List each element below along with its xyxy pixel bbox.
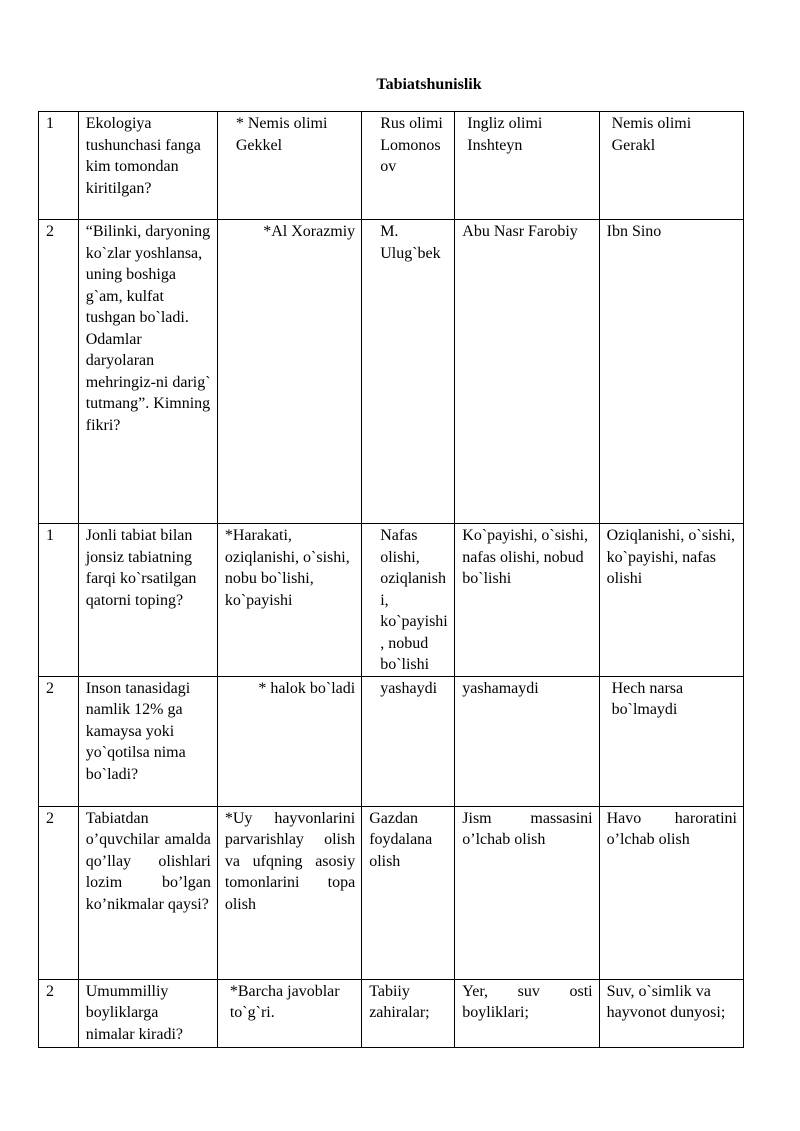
answer-a: * Nemis olimi Gekkel xyxy=(217,112,361,220)
question-text: “Bilinki, daryoning ko`zlar yoshlansa, uning boshiga g`am, kulfat tushgan bo`ladi. Odamlar daryolaran mehringiz-ni darig` tutmang”. Kimning fikri? xyxy=(78,220,217,524)
answer-d: Havo haroratini o’lchab olish xyxy=(599,806,743,979)
answer-b: yashaydi xyxy=(362,676,455,806)
answer-b: Gazdan foydalana olish xyxy=(362,806,455,979)
answer-a: *Al Xorazmiy xyxy=(217,220,361,524)
answer-a: * halok bo`ladi xyxy=(217,676,361,806)
answer-a: *Uy hayvonlarini parvarishlay olish va ufqning asosiy tomonlarini topa olish xyxy=(217,806,361,979)
question-number: 2 xyxy=(39,220,79,524)
answer-d: Ibn Sino xyxy=(599,220,743,524)
answer-d: Oziqlanishi, o`sishi, ko`payishi, nafas olishi xyxy=(599,524,743,677)
table-row xyxy=(39,524,744,677)
answer-b: Rus olimi Lomonosov xyxy=(362,112,455,220)
answer-d: Nemis olimi Gerakl xyxy=(599,112,743,220)
document-title: Tabiatshunislik xyxy=(376,76,482,93)
answer-b: Tabiiy zahiralar; xyxy=(362,979,455,1047)
answer-b: M. Ulug`bek xyxy=(362,220,455,524)
question-text: Tabiatdan o’quvchilar amalda qo’llay olishlari lozim bo’lgan ko’nikmalar qaysi? xyxy=(78,806,217,979)
quiz-table xyxy=(38,111,744,1048)
table-row xyxy=(39,979,744,1047)
table-row xyxy=(39,806,744,979)
question-number: 2 xyxy=(39,806,79,979)
question-text: Jonli tabiat bilan jonsiz tabiatning farqi ko`rsatilgan qatorni toping? xyxy=(78,524,217,677)
answer-c: Abu Nasr Farobiy xyxy=(455,220,599,524)
answer-c: Ingliz olimi Inshteyn xyxy=(455,112,599,220)
answer-b: Nafas olishi, oziqlanishi, ko`payishi, nobud bo`lishi xyxy=(362,524,455,677)
answer-d: Hech narsa bo`lmaydi xyxy=(599,676,743,806)
question-number: 1 xyxy=(39,112,79,220)
question-number: 2 xyxy=(39,676,79,806)
table-row xyxy=(39,112,744,220)
question-number: 1 xyxy=(39,524,79,677)
answer-c: Ko`payishi, o`sishi, nafas olishi, nobud bo`lishi xyxy=(455,524,599,677)
question-text: Umummilliy boyliklarga nimalar kiradi? xyxy=(78,979,217,1047)
answer-c: yashamaydi xyxy=(455,676,599,806)
answer-c: Jism massasini o’lchab olish xyxy=(455,806,599,979)
table-row xyxy=(39,676,744,806)
question-text: Ekologiya tushunchasi fanga kim tomondan kiritilgan? xyxy=(78,112,217,220)
question-number: 2 xyxy=(39,979,79,1047)
table-row xyxy=(39,220,744,524)
answer-c: Yer, suv osti boyliklari; xyxy=(455,979,599,1047)
question-text: Inson tanasidagi namlik 12% ga kamaysa yoki yo`qotilsa nima bo`ladi? xyxy=(78,676,217,806)
answer-a: *Harakati, oziqlanishi, o`sishi, nobu bo`lishi, ko`payishi xyxy=(217,524,361,677)
answer-a: *Barcha javoblar to`g`ri. xyxy=(217,979,361,1047)
answer-d: Suv, o`simlik va hayvonot dunyosi; xyxy=(599,979,743,1047)
